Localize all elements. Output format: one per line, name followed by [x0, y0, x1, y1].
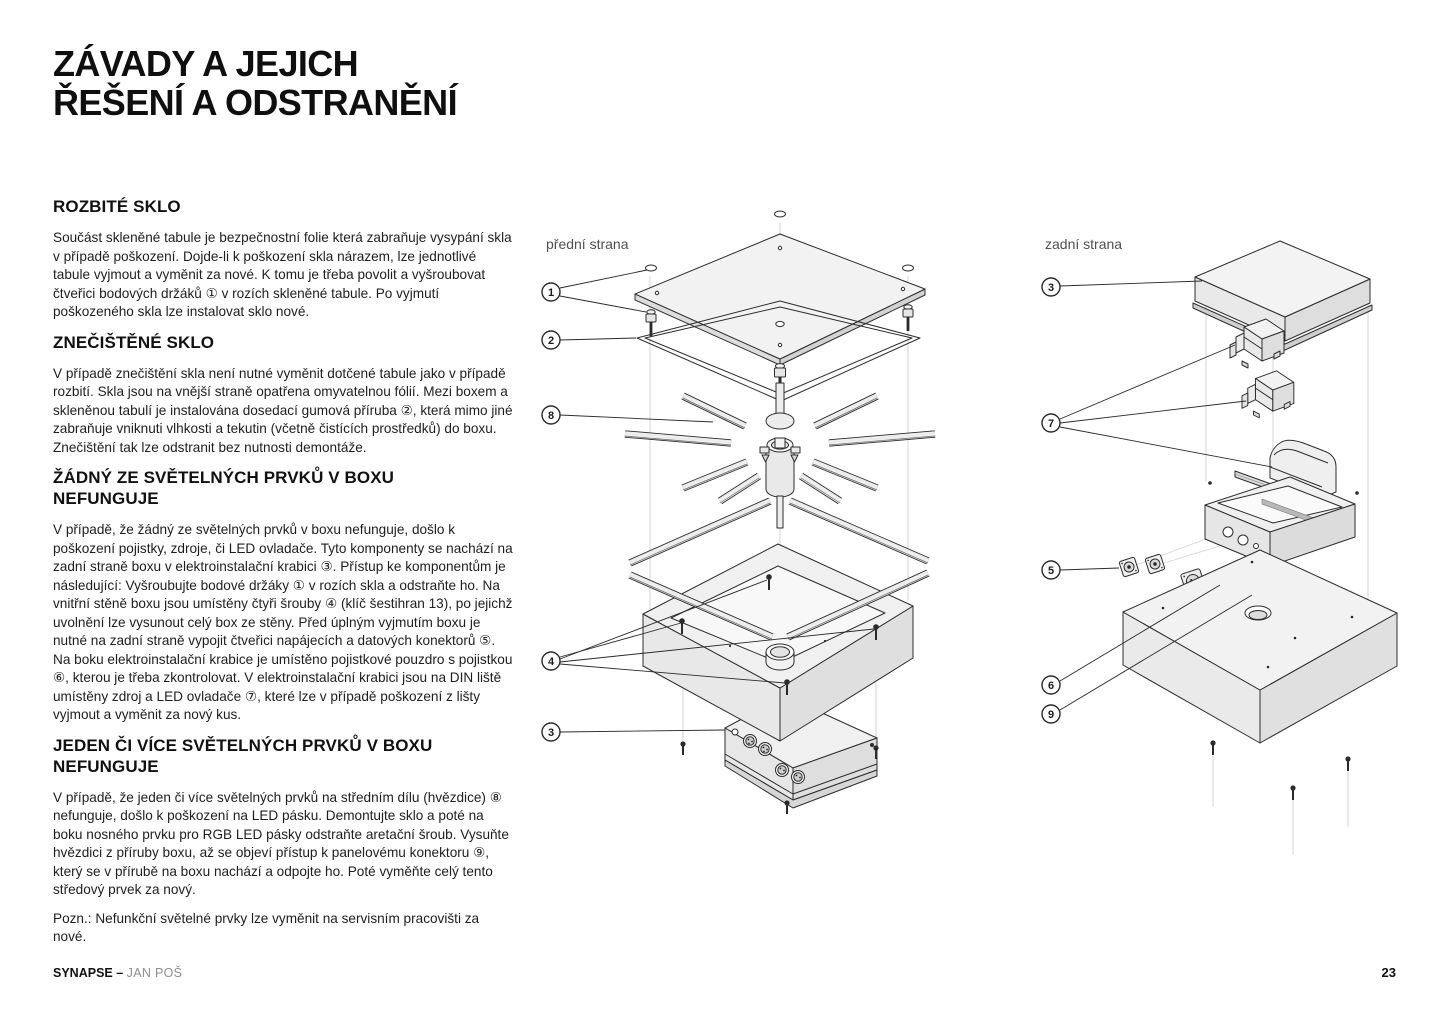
page-title-line1: ZÁVADY A JEJICH: [53, 43, 359, 84]
section-body: V případě, že žádný ze světelných prvků v boxu nefunguje, došlo k poškození pojistky, zdroje, či LED ovladače. Tyto komponenty se nachází na zadní straně boxu v elektroinstalační krabici ③. Přístup ke komponentům je následující: Vyšroubujte bodové držáky ① v rozích skla a odstraňte ho. Na vnitřní stěně boxu jsou umístěny čtyři šrouby ④ (klíč šestihran 13), po jejichž uvolnění lze vysunout celý box ze stěny. Před úplným vyjmutím boxu je nutné na zadní straně vypojit čtveřici napájecích a datových konektorů ⑤. Na boku elektroinstalační krabice je umístěno pojistkové pouzdro s pojistkou ⑥, kterou je třeba zkontrolovat. V elektroinstalační krabici jsou na DIN liště umístěny zdroj a LED ovladače ⑦, které lze v případě poškození z lišty vyjmout a vyměnit za nový kus.: [53, 522, 513, 722]
section-heading: ŽÁDNÝ ZE SVĚTELNÝCH PRVKŮ V BOXU NEFUNGUJE: [53, 468, 395, 508]
callout-4-number: 4: [547, 656, 555, 668]
section-heading: ROZBITÉ SKLO: [53, 197, 181, 216]
data-connector-2: [1145, 554, 1165, 574]
footer-author: JAN POŠ: [126, 966, 183, 980]
section-body: V případě znečištění skla není nutné vyměnit dotčené tabule jako v případě rozbití. Skla jsou na vnější straně opatřena omyvatelnou fólií. Mezi boxem a skleněnou tabulí je instalována dosedací gumová příruba ②, která mimo jiné zabraňuje vniknuti vlhkosti a tekutin (včetně čistících prostředků) do boxu. Znečištění tak lze odstranit bez nutnosti demontáže.: [53, 365, 513, 455]
callout-5: [1042, 561, 1119, 579]
section-no-lights-working: [53, 467, 515, 725]
front-exploded-diagram: [535, 196, 985, 826]
section-heading: ZNEČIŠTĚNÉ SKLO: [53, 332, 215, 352]
callout-5-number: 5: [1047, 565, 1055, 577]
callout-1-number: 1: [547, 287, 555, 299]
section-body: Součást skleněné tabule je bezpečnostní folie která zabraňuje vysypání skla v případě poškození. Dojde-li k poškození skla nárazem, lze jednotlivé tabule vyjmout a vyměnit za nové. K tomu je třeba povolit a vyšroubovat čtveřici bodových držáků ① v rozích skleněné tabule. Po vyjmutí poškozeného skla lze instalovat sklo nové.: [53, 230, 512, 319]
page-number: 23: [1381, 965, 1396, 980]
callout-8: [542, 406, 713, 424]
back-diagram-label: zadní strana: [1045, 236, 1123, 252]
note-text: Pozn.: Nefunkční světelné prvky lze vyměnit na servisním pracovišti za nové.: [53, 910, 480, 944]
section-heading: JEDEN ČI VÍCE SVĚTELNÝCH PRVKŮ V BOXU NEFUNGUJE: [53, 735, 433, 776]
star-hub: [760, 413, 800, 528]
front-diagram-label: přední strana: [546, 236, 629, 252]
back-exploded-diagram: [1030, 215, 1448, 865]
glass-plate: [635, 234, 925, 365]
footer: [53, 966, 182, 980]
callout-7-number: 7: [1047, 418, 1055, 430]
hub-mount-ring: [766, 644, 794, 670]
footer-dash: –: [116, 966, 124, 980]
din-module-2: [1242, 371, 1294, 418]
callout-7: [1042, 345, 1272, 467]
callout-3-number: 3: [1047, 282, 1055, 294]
callout-2: [542, 331, 636, 349]
page-title: [53, 44, 515, 122]
callout-3: [1042, 278, 1202, 296]
callout-6-number: 6: [1047, 680, 1055, 692]
callout-8-number: 8: [547, 410, 555, 422]
section-broken-glass: [53, 196, 515, 322]
main-box-back: [1123, 550, 1397, 743]
section-some-lights-not-working: [53, 735, 515, 900]
section-body: V případě, že jeden či více světelných prvků na středním dílu (hvězdice) ⑧ nefunguje, došlo k poškození na LED pásku. Demontujte sklo a poté na boku nosného prvku pro RGB LED pásky odstraňte aretační šroub. Vysuňte hvězdici z příruby boxu, až se objeví přístup k panelovému konektoru ⑨, který se v přírubě na boxu nachází a odpojte ho. Poté vyměňte celý tento středový prvek za nový.: [53, 789, 509, 897]
footer-brand: SYNAPSE: [53, 966, 113, 980]
section-dirty-glass: [53, 332, 515, 458]
callout-1: [542, 270, 647, 312]
callout-3-number: 3: [547, 727, 555, 739]
data-connector-1: [1119, 557, 1139, 577]
star-assembly: [625, 383, 935, 528]
callout-3: [542, 723, 725, 741]
callout-2-number: 2: [547, 335, 555, 347]
bottom-screws: [1210, 740, 1350, 800]
text-column: [53, 44, 515, 947]
callout-9-number: 9: [1047, 709, 1055, 721]
page-title-line2: ŘEŠENÍ A ODSTRANĚNÍ: [53, 82, 457, 123]
main-box: [643, 544, 913, 741]
